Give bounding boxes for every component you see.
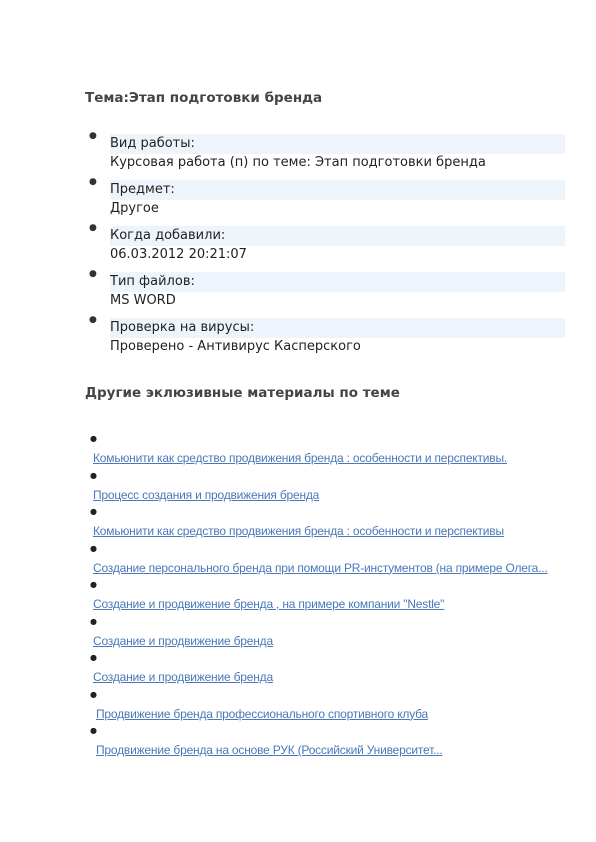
bullet-icon: ●	[90, 580, 97, 589]
property-label: Проверка на вирусы:	[110, 318, 565, 338]
property-subject	[85, 178, 565, 224]
list-item	[90, 617, 560, 654]
list-item	[90, 471, 560, 508]
property-label: Когда добавили:	[110, 226, 565, 246]
list-item	[90, 690, 560, 727]
list-item	[90, 507, 560, 544]
bullet-icon: ●	[90, 434, 97, 443]
list-item	[90, 580, 560, 617]
bullet-icon: ●	[89, 131, 97, 141]
page-title: Тема:Этап подготовки бренда	[85, 90, 323, 106]
bullet-icon: ●	[90, 543, 97, 553]
bullet-icon: ●	[90, 616, 97, 626]
related-link[interactable]: Создание и продвижение бренда , на примере компании "Nestle"	[93, 597, 445, 611]
list-item	[90, 653, 560, 690]
list-item	[90, 726, 560, 763]
property-value: MS WORD	[110, 293, 176, 308]
list-item	[90, 434, 560, 471]
list-item	[90, 544, 560, 581]
property-virus-check	[85, 316, 565, 362]
related-link[interactable]: Создание и продвижение бренда	[93, 633, 273, 648]
related-heading: Другие эклюзивные материалы по теме	[85, 385, 400, 401]
property-value: 06.03.2012 20:21:07	[110, 247, 247, 262]
property-label: Тип файлов:	[110, 272, 565, 292]
bullet-icon: ●	[90, 726, 97, 735]
bullet-icon: ●	[89, 177, 97, 187]
property-label: Предмет:	[110, 180, 565, 200]
bullet-icon: ●	[90, 689, 97, 699]
property-value: Проверено - Антивирус Касперского	[110, 339, 361, 354]
related-links-list	[90, 434, 560, 763]
property-label: Вид работы:	[110, 134, 565, 154]
bullet-icon: ●	[89, 269, 97, 279]
related-link[interactable]: Комьюнити как средство продвижения бренда : особенности и перспективы.	[93, 451, 508, 465]
property-file-type	[85, 270, 565, 316]
related-link[interactable]: Продвижение бренда на основе РУК (Российский Университет...	[96, 743, 443, 757]
bullet-icon: ●	[90, 507, 97, 516]
related-link[interactable]: Создание персонального бренда при помощи PR-инстументов (на примере Олега...	[93, 560, 548, 575]
related-link[interactable]: Продвижение бренда профессионального спортивного клуба	[96, 706, 429, 721]
bullet-icon: ●	[89, 315, 97, 325]
property-added-date	[85, 224, 565, 270]
bullet-icon: ●	[90, 653, 97, 662]
properties-list	[85, 132, 565, 362]
property-value: Курсовая работа (п) по теме: Этап подготовки бренда	[110, 155, 486, 170]
related-link[interactable]: Комьюнити как средство продвижения бренда : особенности и перспективы	[93, 524, 504, 538]
bullet-icon: ●	[89, 223, 97, 233]
property-value: Другое	[110, 201, 159, 216]
related-link[interactable]: Процесс создания и продвижения бренда	[93, 487, 320, 502]
bullet-icon: ●	[90, 470, 97, 480]
property-work-type	[85, 132, 565, 178]
related-link[interactable]: Создание и продвижение бренда	[93, 670, 273, 684]
